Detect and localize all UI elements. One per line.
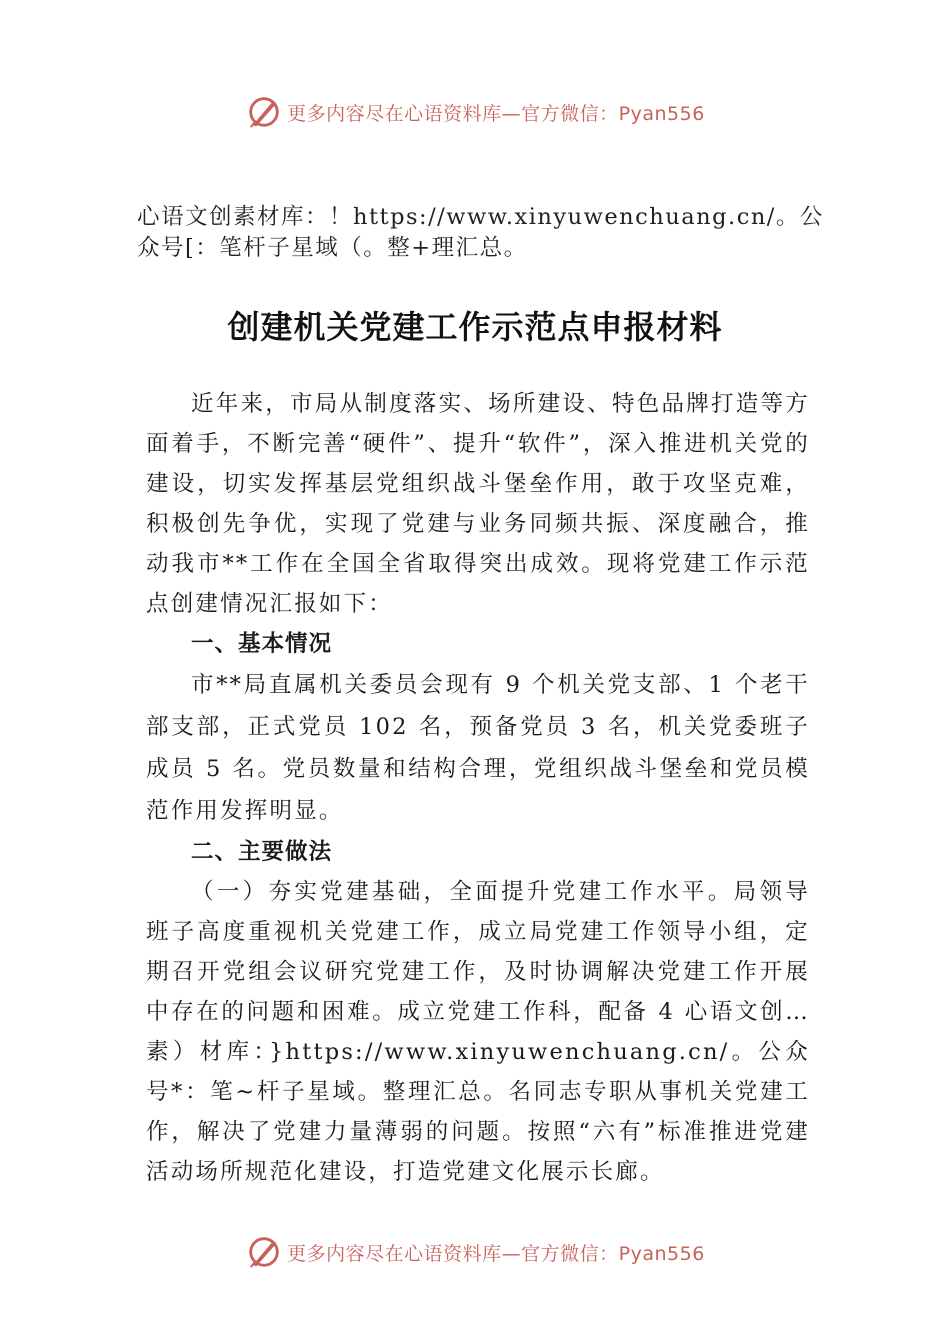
- intro-paragraph: 近年来，市局从制度落实、场所建设、特色品牌打造等方面着手，不断完善“硬件”、提升“软件”，深入推进机关党的建设，切实发挥基层党组织战斗堡垒作用，敢于攻坚克难，积极创先争优，实现了党建与业务同频共振、深度融合，推动我市**工作在全国全省取得突出成效。现将党建工作示范点创建情况汇报如下：: [146, 391, 810, 617]
- watermark-text: 心语文创素材库：！https://www.xinyuwenchuang.cn/。公众号[：笔杆子星域（。整+理汇总。: [137, 204, 824, 261]
- section-practice-paragraph: （一）夯实党建基础，全面提升党建工作水平。局领导 班子高度重视机关党建工作，成立局党建工作领导小组，定期召开党组会议研究党建工作，及时协调解决党建工作开展中存在的问题和困难。成立党建工作科，配备 4 心语文创…素）材库：}https://www.xinyuwenchuang.cn/。公众号*：笔~杆子星域。整理汇总。名同志专职从事机关党建工作，解决了党建力量薄弱的问题。按照“六有”标准推进党建活动场所规范化建设，打造党建文化展示长廊。: [146, 879, 810, 1185]
- quill-logo-icon: [245, 93, 283, 131]
- footer-banner: [0, 1232, 950, 1272]
- section-heading-practice: 二、主要做法: [191, 839, 333, 865]
- quill-logo-icon: [245, 1233, 283, 1271]
- banner-text: 更多内容尽在心语资料库—官方微信：Pyan556: [287, 102, 705, 125]
- banner-text: 更多内容尽在心语资料库—官方微信：Pyan556: [287, 1242, 705, 1265]
- document-title: 创建机关党建工作示范点申报材料: [227, 308, 723, 346]
- section-heading-basic: 一、基本情况: [191, 631, 333, 657]
- document-body: [146, 384, 810, 1192]
- header-banner: [0, 92, 950, 132]
- section-basic-paragraph: 市**局直属机关委员会现有 9 个机关党支部、1 个老干部支部，正式党员 102 名，预备党员 3 名，机关党委班子成员 5 名。党员数量和结构合理，党组织战斗堡垒和党员模范作用发挥明显。: [146, 672, 811, 824]
